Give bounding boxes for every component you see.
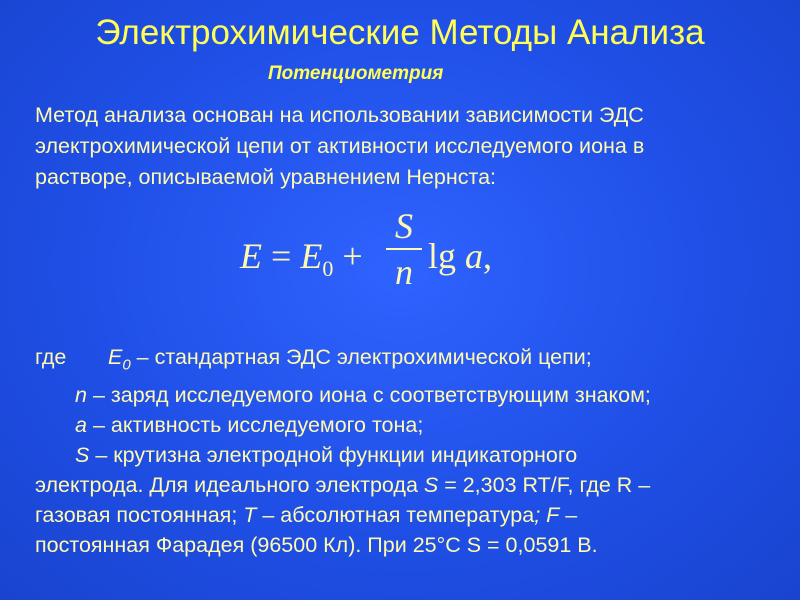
definition-s-line-2 — [35, 470, 775, 500]
def-s-line2-prefix: электрода. Для идеального электрода — [35, 473, 424, 498]
def-n-symbol: n — [75, 383, 87, 408]
nernst-equation — [240, 206, 540, 301]
intro-line-3: растворе, описываемой уравнением Нернста: — [35, 165, 497, 189]
def-s-line2-mid: = 2,303 RT/F, где R – — [438, 473, 651, 498]
def-e0-symbol: E — [108, 345, 123, 369]
def-e0-subscript: 0 — [122, 356, 131, 374]
definitions-block — [35, 342, 775, 560]
eq-plus: + — [342, 236, 363, 276]
equation-left — [240, 236, 363, 281]
def-s-symbol: S — [75, 443, 90, 468]
definition-e0 — [35, 342, 775, 380]
def-s-text: – крутизна электродной функции индикаторного — [89, 443, 578, 468]
intro-paragraph — [35, 100, 765, 193]
definition-s — [35, 440, 775, 470]
slide-subtitle: Потенциометрия — [268, 63, 444, 84]
def-s-line3-prefix: газовая постоянная; — [35, 503, 244, 528]
definition-n — [35, 380, 775, 410]
def-e0-text: – стандартная ЭДС электрохимической цепи; — [130, 345, 592, 369]
where-word: где — [35, 345, 67, 369]
def-a-symbol: a — [75, 413, 87, 438]
def-s-line3-mid: – абсолютная температура — [256, 503, 535, 528]
eq-numerator: S — [395, 206, 413, 246]
equation-right — [428, 236, 492, 276]
def-s-line2-s: S — [423, 473, 439, 498]
definition-s-line-3 — [35, 500, 775, 530]
eq-log: lg — [428, 236, 457, 276]
intro-line-1: Метод анализа основан на использовании зависимости ЭДС — [35, 103, 644, 127]
definition-a — [35, 410, 775, 440]
eq-lhs: E — [240, 236, 262, 276]
slide-title: Электрохимические Методы Анализа — [95, 13, 705, 52]
eq-comma: , — [483, 236, 493, 276]
def-s-line3-f: F — [546, 503, 560, 528]
eq-equals: = — [271, 236, 292, 276]
definition-s-line-4: постоянная Фарадея (96500 Кл). При 25°С S = 0,0591 В. — [35, 533, 598, 558]
eq-fraction — [386, 206, 422, 292]
def-a-text: – активность исследуемого тона; — [86, 413, 424, 438]
intro-line-2: электрохимической цепи от активности исследуемого иона в — [35, 134, 645, 158]
def-n-text: – заряд исследуемого иона с соответствующим знаком; — [86, 383, 651, 408]
eq-fraction-bar — [386, 248, 422, 250]
def-s-line3-f-sep: ; — [534, 503, 547, 528]
eq-e0-subscript: 0 — [322, 256, 334, 281]
eq-variable: a — [465, 236, 484, 276]
def-s-line3-t: T — [243, 503, 257, 528]
eq-denominator: n — [395, 252, 413, 292]
def-s-line3-end: – — [559, 503, 578, 528]
eq-e0-symbol: E — [300, 236, 323, 276]
